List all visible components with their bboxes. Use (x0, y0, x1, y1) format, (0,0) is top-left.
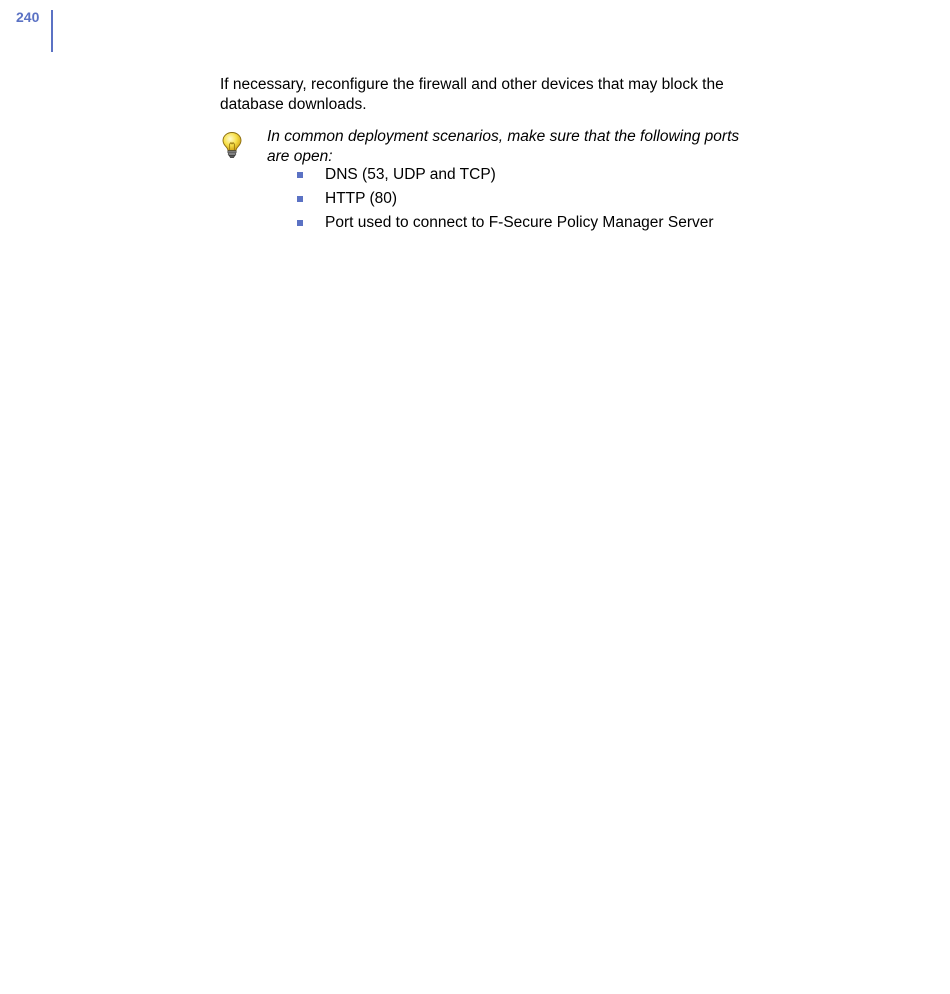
square-bullet-icon (297, 196, 303, 202)
lightbulb-icon (221, 131, 243, 159)
page-number: 240 (16, 9, 40, 25)
list-item-text: DNS (53, UDP and TCP) (325, 166, 496, 183)
body-paragraph: If necessary, reconfigure the firewall and other devices that may block the database downloads. (220, 76, 724, 113)
list-item (296, 189, 714, 213)
open-ports-list (296, 165, 714, 237)
page-number-divider (51, 10, 53, 52)
list-item (296, 165, 714, 189)
square-bullet-icon (297, 172, 303, 178)
list-item-text: HTTP (80) (325, 190, 398, 207)
list-item-text: Port used to connect to F-Secure Policy Manager Server (325, 214, 714, 231)
list-item (296, 213, 714, 237)
tip-text: In common deployment scenarios, make sure that the following ports are open: (267, 128, 740, 165)
square-bullet-icon (297, 220, 303, 226)
